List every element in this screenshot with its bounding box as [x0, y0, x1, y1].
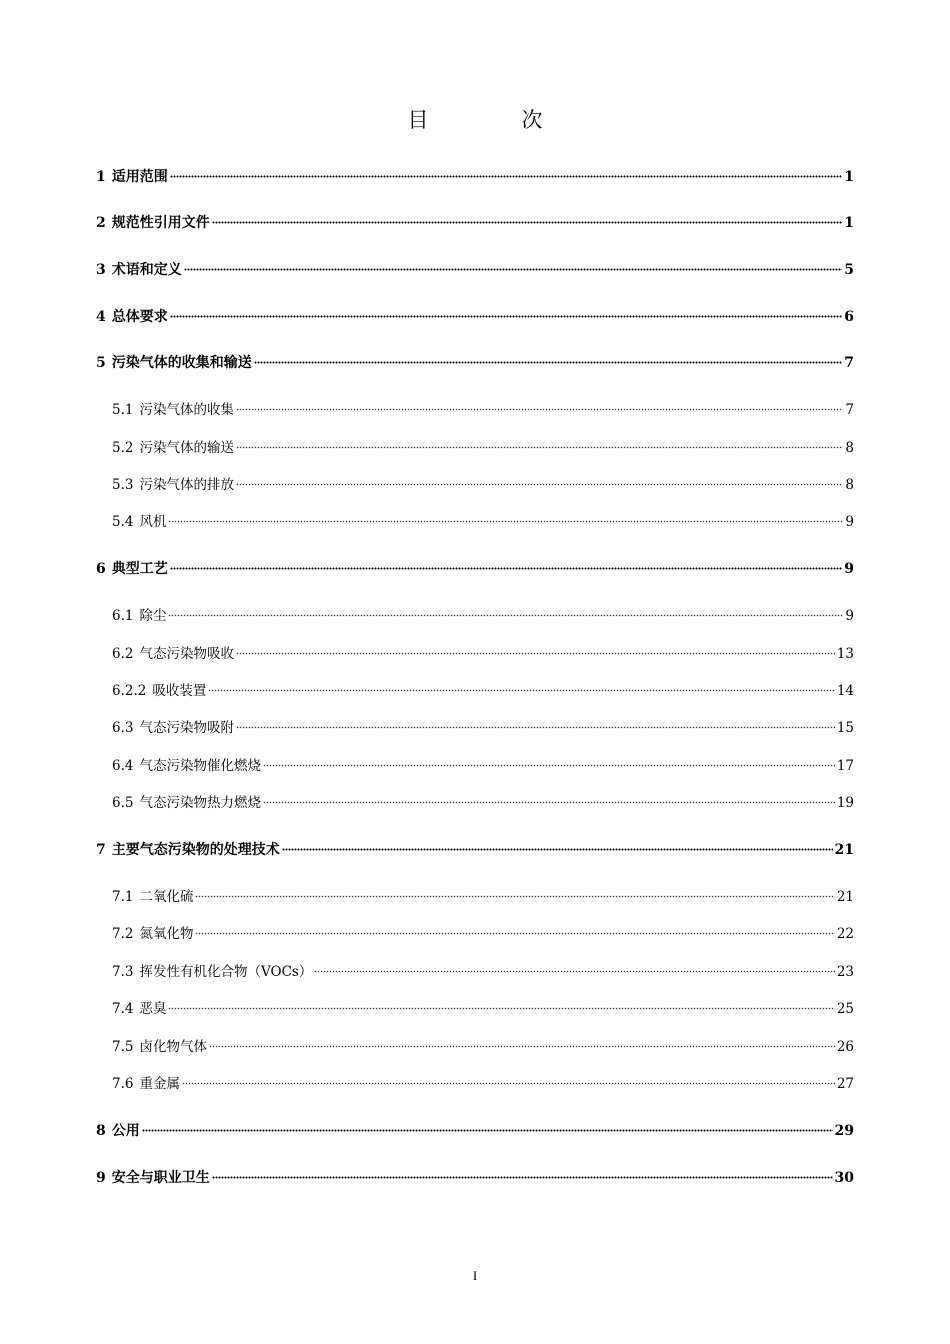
toc-entry-page: 19 [836, 795, 854, 811]
toc-entry-title: 主要气态污染物的处理技术 [111, 842, 280, 858]
toc-entry-title: 气态污染物吸收 [139, 646, 234, 662]
toc-dot-leader [254, 360, 843, 364]
toc-entry-page: 1 [844, 169, 854, 185]
toc-entry-title: 二氧化硫 [139, 889, 194, 905]
toc-entry-page: 17 [836, 758, 854, 774]
toc-entry-title: 污染气体的收集 [139, 402, 234, 418]
toc-dot-leader [236, 407, 843, 411]
toc-entry-number: 7.5 [112, 1039, 134, 1055]
toc-entry-title: 气态污染物吸附 [139, 720, 234, 736]
toc-dot-leader [212, 1175, 833, 1179]
toc-entry-6-4[interactable] [112, 756, 854, 776]
toc-entry-number: 5.3 [112, 477, 134, 493]
toc-dot-leader [168, 613, 843, 617]
toc-entry-number: 5 [96, 355, 106, 371]
toc-dot-leader [314, 969, 834, 973]
toc-entry-title: 除尘 [139, 608, 167, 624]
toc-entry-7-2[interactable] [112, 924, 854, 944]
toc-entry-6-3[interactable] [112, 718, 854, 738]
toc-entry-page: 5 [844, 262, 854, 278]
toc-entry-6-2[interactable] [112, 644, 854, 664]
toc-entry-number: 1 [96, 169, 106, 185]
toc-entry-5-4[interactable] [112, 512, 854, 532]
toc-entry-page: 29 [834, 1123, 854, 1139]
toc-entry-page: 7 [844, 355, 854, 371]
toc-dot-leader [170, 174, 843, 178]
toc-entry-number: 7 [96, 842, 106, 858]
toc-entry-number: 5.1 [112, 402, 134, 418]
toc-entry-title: 公用 [111, 1123, 140, 1139]
toc-entry-7-3[interactable] [112, 962, 854, 982]
toc-entry-number: 9 [96, 1170, 106, 1186]
toc-entry-number: 7.2 [112, 926, 134, 942]
toc-entry-9[interactable] [96, 1168, 854, 1188]
toc-entry-page: 21 [834, 842, 854, 858]
toc-entry-5-3[interactable] [112, 475, 854, 495]
toc-dot-leader [168, 1006, 834, 1010]
toc-dot-leader [236, 725, 835, 729]
toc-entry-title: 污染气体的收集和输送 [111, 355, 252, 371]
toc-entry-page: 15 [836, 720, 854, 736]
toc-entry-number: 6.5 [112, 795, 134, 811]
toc-entry-page: 7 [845, 402, 854, 418]
toc-entry-number: 5.4 [112, 514, 134, 530]
toc-entry-page: 1 [844, 215, 854, 231]
toc-entry-number: 8 [96, 1123, 106, 1139]
page-title: 目 次 [407, 108, 579, 132]
toc-dot-leader [195, 931, 834, 935]
toc-entry-title: 风机 [139, 514, 167, 530]
toc-entry-page: 8 [845, 440, 854, 456]
toc-entry-6-5[interactable] [112, 793, 854, 813]
toc-dot-leader [195, 894, 834, 898]
toc-entry-title: 恶臭 [139, 1001, 167, 1017]
toc-dot-leader [236, 482, 843, 486]
toc-entry-page: 21 [836, 889, 854, 905]
toc-entry-7-4[interactable] [112, 999, 854, 1019]
toc-entry-number: 6.2 [112, 646, 134, 662]
toc-entry-title: 典型工艺 [111, 561, 168, 577]
toc-entry-number: 5.2 [112, 440, 134, 456]
toc-entry-number: 6.2.2 [112, 683, 147, 699]
toc-entry-title: 重金属 [139, 1076, 180, 1092]
toc-dot-leader [184, 267, 843, 271]
toc-entry-title: 安全与职业卫生 [111, 1170, 210, 1186]
toc-entry-number: 7.3 [112, 964, 134, 980]
toc-entry-page: 13 [836, 646, 854, 662]
toc-entry-page: 14 [836, 683, 854, 699]
toc-dot-leader [170, 566, 843, 570]
toc-dot-leader [209, 1044, 835, 1048]
toc-entry-page: 22 [836, 926, 854, 942]
toc-dot-leader [263, 800, 835, 804]
toc-entry-7[interactable] [96, 840, 854, 860]
toc-entry-7-5[interactable] [112, 1037, 854, 1057]
toc-entry-5-1[interactable] [112, 400, 854, 420]
toc-entry-title: 气态污染物催化燃烧 [139, 758, 261, 774]
toc-dot-leader [282, 847, 833, 851]
toc-entry-title: 污染气体的排放 [139, 477, 234, 493]
toc-entry-title: 挥发性有机化合物（VOCs） [139, 964, 313, 980]
toc-entry-page: 6 [844, 309, 854, 325]
toc-entry-7-6[interactable] [112, 1074, 854, 1094]
toc-entry-page: 8 [845, 477, 854, 493]
toc-entry-8[interactable] [96, 1121, 854, 1141]
toc-entry-4[interactable] [96, 307, 854, 327]
toc-entry-title: 气态污染物热力燃烧 [139, 795, 261, 811]
toc-entry-title: 污染气体的输送 [139, 440, 234, 456]
toc-entry-6[interactable] [96, 559, 854, 579]
toc-dot-leader [236, 651, 835, 655]
toc-entry-page: 23 [836, 964, 854, 980]
toc-entry-7-1[interactable] [112, 887, 854, 907]
toc-entry-number: 7.6 [112, 1076, 134, 1092]
toc-entry-number: 7.4 [112, 1001, 134, 1017]
toc-entry-1[interactable] [96, 167, 854, 187]
toc-dot-leader [212, 220, 843, 224]
toc-entry-page: 27 [836, 1076, 854, 1092]
toc-entry-page: 9 [845, 514, 854, 530]
toc-entry-title: 总体要求 [111, 309, 168, 325]
toc-entry-number: 3 [96, 262, 106, 278]
toc-entry-title: 规范性引用文件 [111, 215, 210, 231]
toc-entry-5[interactable] [96, 353, 854, 373]
toc-dot-leader [142, 1128, 833, 1132]
toc-entry-title: 术语和定义 [111, 262, 182, 278]
toc-entry-title: 氮氧化物 [139, 926, 194, 942]
toc-entry-page: 9 [844, 561, 854, 577]
toc-dot-leader [263, 763, 835, 767]
toc-entry-number: 6.3 [112, 720, 134, 736]
toc-entry-5-2[interactable] [112, 438, 854, 458]
toc-entry-2[interactable] [96, 213, 854, 233]
toc-entry-title: 卤化物气体 [139, 1039, 207, 1055]
toc-entry-page: 26 [836, 1039, 854, 1055]
toc-entry-number: 6.1 [112, 608, 134, 624]
toc-entry-title: 吸收装置 [152, 683, 207, 699]
toc-dot-leader [170, 314, 843, 318]
toc-dot-leader [236, 445, 843, 449]
toc-entry-6-2-2[interactable] [112, 681, 854, 701]
toc-entry-title: 适用范围 [111, 169, 168, 185]
toc-entry-number: 6 [96, 561, 106, 577]
toc-entry-page: 25 [836, 1001, 854, 1017]
toc-entry-page: 30 [834, 1170, 854, 1186]
toc-entry-number: 7.1 [112, 889, 134, 905]
toc-dot-leader [182, 1081, 835, 1085]
toc-dot-leader [208, 688, 834, 692]
toc-entry-number: 2 [96, 215, 106, 231]
toc-dot-leader [168, 519, 843, 523]
toc-entry-page: 9 [845, 608, 854, 624]
toc-entry-3[interactable] [96, 260, 854, 280]
toc-entry-number: 4 [96, 309, 106, 325]
toc-entry-number: 6.4 [112, 758, 134, 774]
page-number-footer: I [472, 1268, 478, 1283]
toc-entry-6-1[interactable] [112, 606, 854, 626]
